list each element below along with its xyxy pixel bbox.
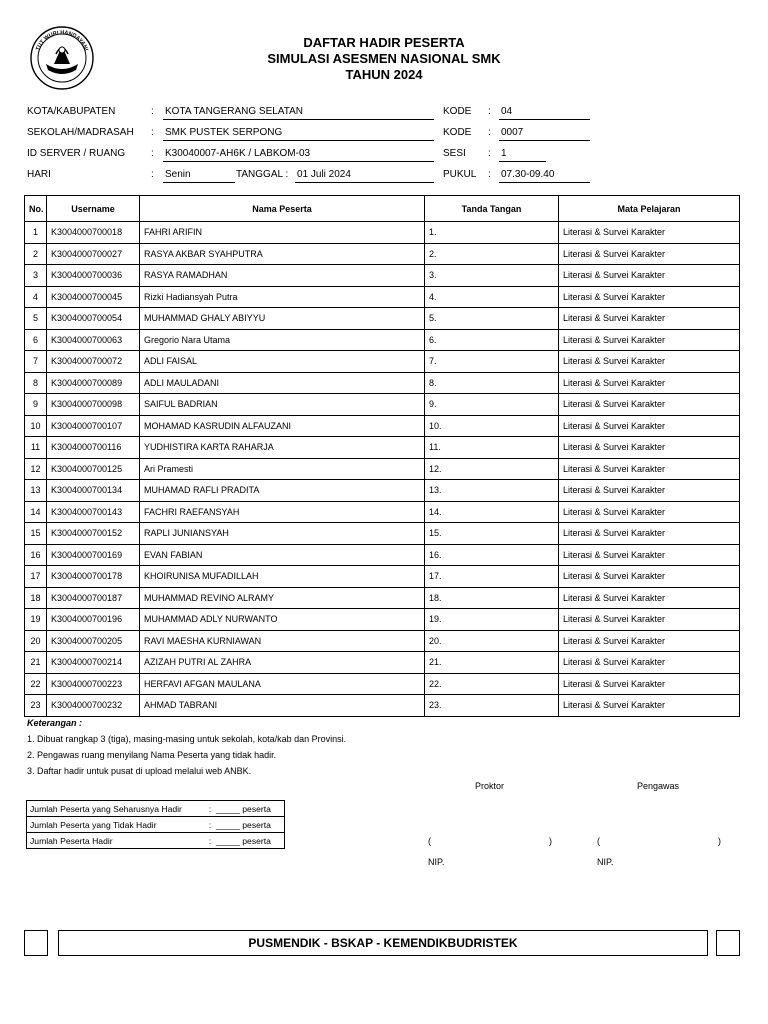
- kode1-colon: :: [488, 106, 491, 117]
- pukul-colon: :: [488, 169, 491, 180]
- pukul-label: PUKUL: [443, 169, 477, 180]
- cell-no: 10: [25, 415, 47, 437]
- summary-row: [27, 833, 285, 849]
- cell-tanda-tangan: 21.: [425, 652, 559, 674]
- footer-right-box: [716, 930, 740, 956]
- cell-nama: EVAN FABIAN: [140, 544, 425, 566]
- kota-label: KOTA/KABUPATEN: [27, 106, 116, 117]
- pengawas-open-paren: (: [597, 836, 600, 846]
- table-row: [25, 243, 740, 265]
- kode1-underline: [499, 119, 590, 120]
- summary-label: Jumlah Peserta yang Tidak Hadir: [27, 817, 206, 833]
- sekolah-colon: :: [151, 127, 154, 138]
- cell-mata-pelajaran: Literasi & Survei Karakter: [559, 351, 740, 373]
- table-row: [25, 415, 740, 437]
- cell-username: K3004000700152: [47, 523, 140, 545]
- cell-tanda-tangan: 10.: [425, 415, 559, 437]
- header-mata-pelajaran: Mata Pelajaran: [559, 196, 740, 222]
- table-row: [25, 222, 740, 244]
- table-row: [25, 286, 740, 308]
- pukul-underline: [499, 182, 590, 183]
- sesi-value: 1: [501, 148, 507, 159]
- note-item-3: 3. Daftar hadir untuk pusat di upload melalui web ANBK.: [27, 766, 252, 776]
- cell-mata-pelajaran: Literasi & Survei Karakter: [559, 415, 740, 437]
- cell-tanda-tangan: 23.: [425, 695, 559, 717]
- cell-no: 4: [25, 286, 47, 308]
- cell-no: 1: [25, 222, 47, 244]
- server-label: ID SERVER / RUANG: [27, 148, 126, 159]
- cell-nama: AZIZAH PUTRI AL ZAHRA: [140, 652, 425, 674]
- cell-username: K3004000700187: [47, 587, 140, 609]
- cell-mata-pelajaran: Literasi & Survei Karakter: [559, 652, 740, 674]
- cell-username: K3004000700134: [47, 480, 140, 502]
- kode1-label: KODE: [443, 106, 472, 117]
- cell-no: 15: [25, 523, 47, 545]
- cell-tanda-tangan: 16.: [425, 544, 559, 566]
- cell-nama: MOHAMAD KASRUDIN ALFAUZANI: [140, 415, 425, 437]
- note-item-2: 2. Pengawas ruang menyilang Nama Peserta yang tidak hadir.: [27, 750, 277, 760]
- cell-mata-pelajaran: Literasi & Survei Karakter: [559, 265, 740, 287]
- summary-fill: : _____ peserta: [206, 801, 285, 817]
- sesi-label: SESI: [443, 148, 466, 159]
- cell-username: K3004000700027: [47, 243, 140, 265]
- cell-no: 21: [25, 652, 47, 674]
- cell-nama: RAPLI JUNIANSYAH: [140, 523, 425, 545]
- cell-mata-pelajaran: Literasi & Survei Karakter: [559, 501, 740, 523]
- cell-username: K3004000700098: [47, 394, 140, 416]
- proktor-close-paren: ): [549, 836, 552, 846]
- cell-no: 2: [25, 243, 47, 265]
- summary-label: Jumlah Peserta yang Seharusnya Hadir: [27, 801, 206, 817]
- cell-no: 11: [25, 437, 47, 459]
- table-row: [25, 265, 740, 287]
- cell-mata-pelajaran: Literasi & Survei Karakter: [559, 372, 740, 394]
- cell-mata-pelajaran: Literasi & Survei Karakter: [559, 523, 740, 545]
- cell-nama: FAHRI ARIFIN: [140, 222, 425, 244]
- cell-mata-pelajaran: Literasi & Survei Karakter: [559, 609, 740, 631]
- cell-mata-pelajaran: Literasi & Survei Karakter: [559, 329, 740, 351]
- cell-username: K3004000700125: [47, 458, 140, 480]
- table-header-row: [25, 196, 740, 222]
- cell-username: K3004000700107: [47, 415, 140, 437]
- kota-value: KOTA TANGERANG SELATAN: [165, 106, 303, 117]
- cell-nama: AHMAD TABRANI: [140, 695, 425, 717]
- cell-nama: FACHRI RAEFANSYAH: [140, 501, 425, 523]
- cell-nama: RASYA RAMADHAN: [140, 265, 425, 287]
- table-row: [25, 372, 740, 394]
- cell-username: K3004000700169: [47, 544, 140, 566]
- cell-nama: MUHAMMAD GHALY ABIYYU: [140, 308, 425, 330]
- hari-value: Senin: [165, 169, 191, 180]
- table-row: [25, 695, 740, 717]
- kode1-value: 04: [501, 106, 513, 117]
- header-nama: Nama Peserta: [140, 196, 425, 222]
- cell-nama: ADLI FAISAL: [140, 351, 425, 373]
- cell-nama: Ari Pramesti: [140, 458, 425, 480]
- cell-tanda-tangan: 15.: [425, 523, 559, 545]
- cell-no: 9: [25, 394, 47, 416]
- notes-title: Keterangan :: [27, 718, 83, 728]
- cell-username: K3004000700018: [47, 222, 140, 244]
- kode2-value: 0007: [501, 127, 524, 138]
- cell-nama: ADLI MAULADANI: [140, 372, 425, 394]
- table-row: [25, 437, 740, 459]
- cell-tanda-tangan: 14.: [425, 501, 559, 523]
- table-body: [25, 222, 740, 717]
- kota-colon: :: [151, 106, 154, 117]
- cell-no: 5: [25, 308, 47, 330]
- hari-colon: :: [151, 169, 154, 180]
- table-row: [25, 652, 740, 674]
- cell-nama: YUDHISTIRA KARTA RAHARJA: [140, 437, 425, 459]
- table-row: [25, 609, 740, 631]
- cell-no: 6: [25, 329, 47, 351]
- cell-no: 17: [25, 566, 47, 588]
- cell-tanda-tangan: 5.: [425, 308, 559, 330]
- cell-tanda-tangan: 18.: [425, 587, 559, 609]
- sesi-underline: [499, 161, 546, 162]
- cell-nama: MUHAMMAD ADLY NURWANTO: [140, 609, 425, 631]
- cell-username: K3004000700232: [47, 695, 140, 717]
- cell-tanda-tangan: 12.: [425, 458, 559, 480]
- note-item-1: 1. Dibuat rangkap 3 (tiga), masing-masing untuk sekolah, kota/kab dan Provinsi.: [27, 734, 347, 744]
- cell-tanda-tangan: 20.: [425, 630, 559, 652]
- pengawas-label: Pengawas: [637, 781, 680, 791]
- cell-username: K3004000700072: [47, 351, 140, 373]
- kota-underline: [163, 119, 434, 120]
- cell-no: 23: [25, 695, 47, 717]
- cell-mata-pelajaran: Literasi & Survei Karakter: [559, 437, 740, 459]
- cell-tanda-tangan: 9.: [425, 394, 559, 416]
- cell-no: 22: [25, 673, 47, 695]
- cell-tanda-tangan: 13.: [425, 480, 559, 502]
- cell-username: K3004000700214: [47, 652, 140, 674]
- kode2-colon: :: [488, 127, 491, 138]
- cell-tanda-tangan: 7.: [425, 351, 559, 373]
- pengawas-close-paren: ): [718, 836, 721, 846]
- summary-row: [27, 817, 285, 833]
- cell-username: K3004000700205: [47, 630, 140, 652]
- cell-no: 8: [25, 372, 47, 394]
- summary-fill: : _____ peserta: [206, 817, 285, 833]
- cell-mata-pelajaran: Literasi & Survei Karakter: [559, 458, 740, 480]
- title-line-3: TAHUN 2024: [345, 67, 423, 82]
- cell-nama: MUHAMMAD REVINO ALRAMY: [140, 587, 425, 609]
- table-row: [25, 523, 740, 545]
- cell-tanda-tangan: 11.: [425, 437, 559, 459]
- pengawas-nip: NIP.: [597, 857, 614, 867]
- cell-mata-pelajaran: Literasi & Survei Karakter: [559, 587, 740, 609]
- footer-banner: PUSMENDIK - BSKAP - KEMENDIKBUDRISTEK: [58, 930, 708, 956]
- cell-no: 14: [25, 501, 47, 523]
- cell-tanda-tangan: 1.: [425, 222, 559, 244]
- svg-text:TUT WURI HANDAYANI: TUT WURI HANDAYANI: [35, 29, 89, 52]
- cell-nama: RAVI MAESHA KURNIAWAN: [140, 630, 425, 652]
- header-no: No.: [25, 196, 47, 222]
- cell-no: 18: [25, 587, 47, 609]
- cell-tanda-tangan: 6.: [425, 329, 559, 351]
- cell-mata-pelajaran: Literasi & Survei Karakter: [559, 394, 740, 416]
- cell-no: 12: [25, 458, 47, 480]
- cell-no: 20: [25, 630, 47, 652]
- cell-mata-pelajaran: Literasi & Survei Karakter: [559, 695, 740, 717]
- table-row: [25, 308, 740, 330]
- title-line-1: DAFTAR HADIR PESERTA: [303, 35, 465, 50]
- cell-no: 16: [25, 544, 47, 566]
- cell-username: K3004000700116: [47, 437, 140, 459]
- cell-mata-pelajaran: Literasi & Survei Karakter: [559, 566, 740, 588]
- proktor-open-paren: (: [428, 836, 431, 846]
- attendance-table: [24, 195, 740, 717]
- cell-tanda-tangan: 2.: [425, 243, 559, 265]
- header-username: Username: [47, 196, 140, 222]
- cell-mata-pelajaran: Literasi & Survei Karakter: [559, 243, 740, 265]
- cell-no: 19: [25, 609, 47, 631]
- table-row: [25, 673, 740, 695]
- proktor-nip: NIP.: [428, 857, 445, 867]
- cell-nama: HERFAVI AFGAN MAULANA: [140, 673, 425, 695]
- table-row: [25, 329, 740, 351]
- kode2-label: KODE: [443, 127, 472, 138]
- server-colon: :: [151, 148, 154, 159]
- cell-username: K3004000700063: [47, 329, 140, 351]
- table-row: [25, 630, 740, 652]
- table-row: [25, 458, 740, 480]
- cell-no: 7: [25, 351, 47, 373]
- sesi-colon: :: [488, 148, 491, 159]
- cell-username: K3004000700196: [47, 609, 140, 631]
- footer-left-box: [24, 930, 48, 956]
- summary-label: Jumlah Peserta Hadir: [27, 833, 206, 849]
- table-row: [25, 351, 740, 373]
- tanggal-underline: [295, 182, 434, 183]
- summary-row: [27, 801, 285, 817]
- cell-nama: SAIFUL BADRIAN: [140, 394, 425, 416]
- table-row: [25, 544, 740, 566]
- title-line-2: SIMULASI ASESMEN NASIONAL SMK: [267, 51, 501, 66]
- cell-username: K3004000700036: [47, 265, 140, 287]
- pukul-value: 07.30-09.40: [501, 169, 555, 180]
- summary-table: [26, 800, 285, 849]
- cell-tanda-tangan: 19.: [425, 609, 559, 631]
- cell-mata-pelajaran: Literasi & Survei Karakter: [559, 480, 740, 502]
- cell-username: K3004000700054: [47, 308, 140, 330]
- cell-no: 3: [25, 265, 47, 287]
- cell-mata-pelajaran: Literasi & Survei Karakter: [559, 630, 740, 652]
- cell-mata-pelajaran: Literasi & Survei Karakter: [559, 222, 740, 244]
- cell-tanda-tangan: 3.: [425, 265, 559, 287]
- hari-underline: [163, 182, 235, 183]
- table-row: [25, 566, 740, 588]
- proktor-label: Proktor: [475, 781, 505, 791]
- sekolah-underline: [163, 140, 434, 141]
- cell-username: K3004000700223: [47, 673, 140, 695]
- tanggal-value: 01 Juli 2024: [297, 169, 351, 180]
- table-row: [25, 501, 740, 523]
- cell-username: K3004000700045: [47, 286, 140, 308]
- cell-tanda-tangan: 8.: [425, 372, 559, 394]
- header-tanda-tangan: Tanda Tangan: [425, 196, 559, 222]
- table-row: [25, 587, 740, 609]
- tanggal-label: TANGGAL :: [236, 169, 289, 180]
- cell-username: K3004000700178: [47, 566, 140, 588]
- cell-tanda-tangan: 22.: [425, 673, 559, 695]
- sekolah-value: SMK PUSTEK SERPONG: [165, 127, 283, 138]
- server-value: K30040007-AH6K / LABKOM-03: [165, 148, 311, 159]
- cell-mata-pelajaran: Literasi & Survei Karakter: [559, 308, 740, 330]
- cell-username: K3004000700089: [47, 372, 140, 394]
- cell-nama: KHOIRUNISA MUFADILLAH: [140, 566, 425, 588]
- table-row: [25, 480, 740, 502]
- cell-mata-pelajaran: Literasi & Survei Karakter: [559, 286, 740, 308]
- cell-mata-pelajaran: Literasi & Survei Karakter: [559, 673, 740, 695]
- table-row: [25, 394, 740, 416]
- cell-nama: MUHAMAD RAFLI PRADITA: [140, 480, 425, 502]
- cell-no: 13: [25, 480, 47, 502]
- cell-tanda-tangan: 4.: [425, 286, 559, 308]
- cell-tanda-tangan: 17.: [425, 566, 559, 588]
- hari-label: HARI: [27, 169, 51, 180]
- summary-fill: : _____ peserta: [206, 833, 285, 849]
- cell-nama: Rizki Hadiansyah Putra: [140, 286, 425, 308]
- kode2-underline: [499, 140, 590, 141]
- sekolah-label: SEKOLAH/MADRASAH: [27, 127, 134, 138]
- server-underline: [163, 161, 434, 162]
- cell-username: K3004000700143: [47, 501, 140, 523]
- cell-mata-pelajaran: Literasi & Survei Karakter: [559, 544, 740, 566]
- cell-nama: RASYA AKBAR SYAHPUTRA: [140, 243, 425, 265]
- cell-nama: Gregorio Nara Utama: [140, 329, 425, 351]
